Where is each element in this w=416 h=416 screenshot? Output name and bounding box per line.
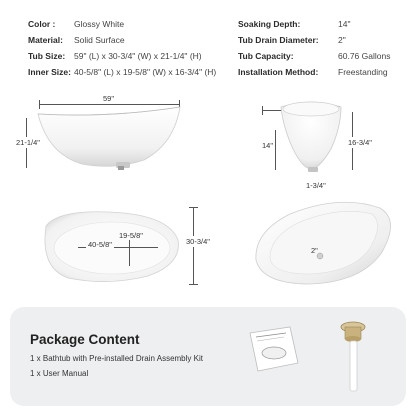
top-inner-length-label: 40-5/8" — [88, 240, 112, 249]
spec-material-value: Solid Surface — [74, 35, 125, 45]
spec-soaking-depth-value: 14" — [338, 19, 351, 29]
spec-color — [28, 19, 125, 30]
end-soak-label: 14" — [262, 141, 274, 150]
drain-assembly-icon — [336, 317, 370, 399]
spec-drain-diameter-value: 2" — [338, 35, 346, 45]
spec-inner-size-label: Inner Size: — [28, 67, 71, 77]
spec-drain-diameter — [238, 35, 346, 46]
spec-material — [28, 35, 125, 46]
spec-installation — [238, 67, 388, 78]
spec-installation-value: Freestanding — [338, 67, 388, 77]
perspective-tub-image — [250, 200, 400, 290]
package-item-manual: 1 x User Manual — [30, 369, 89, 378]
spec-tub-size-label: Tub Size: — [28, 51, 66, 61]
spec-tub-size — [28, 51, 202, 62]
spec-soaking-depth-label: Soaking Depth: — [238, 19, 301, 29]
package-title: Package Content — [30, 332, 140, 347]
end-drain-label: 1-3/4" — [306, 181, 326, 190]
spec-inner-size-value: 40-5/8" (L) x 19-5/8" (W) x 16-3/4" (H) — [74, 67, 217, 77]
spec-material-label: Material: — [28, 35, 63, 45]
persp-drain-label: 2" — [311, 246, 318, 255]
spec-installation-label: Installation Method: — [238, 67, 319, 77]
top-inner-width-label: 19-5/8" — [119, 231, 143, 240]
side-length-label: 59" — [103, 94, 115, 103]
end-soak-line — [275, 130, 276, 170]
spec-inner-size — [28, 67, 217, 78]
top-width-tick-bottom — [189, 284, 198, 285]
top-width-label: 30-3/4" — [186, 237, 210, 246]
spec-drain-diameter-label: Tub Drain Diameter: — [238, 35, 319, 45]
package-item-bathtub: 1 x Bathtub with Pre-installed Drain Assembly Kit — [30, 354, 203, 363]
spec-capacity-label: Tub Capacity: — [238, 51, 294, 61]
spec-tub-size-value: 59" (L) x 30-3/4" (W) x 21-1/4" (H) — [74, 51, 202, 61]
user-manual-icon — [244, 325, 304, 375]
end-inner-height-label: 16-3/4" — [348, 138, 372, 147]
spec-color-label: Color : — [28, 19, 56, 29]
top-width-tick-top — [189, 207, 198, 208]
end-width-tick-left — [262, 106, 263, 115]
side-height-label: 21-1/4" — [16, 138, 40, 147]
spec-color-value: Glossy White — [74, 19, 125, 29]
spec-capacity-value: 60.76 Gallons — [338, 51, 391, 61]
side-view-tub-image — [34, 104, 184, 176]
spec-capacity — [238, 51, 391, 62]
end-view-tub-image — [275, 97, 347, 177]
package-content-panel — [10, 307, 406, 406]
spec-soaking-depth — [238, 19, 351, 30]
